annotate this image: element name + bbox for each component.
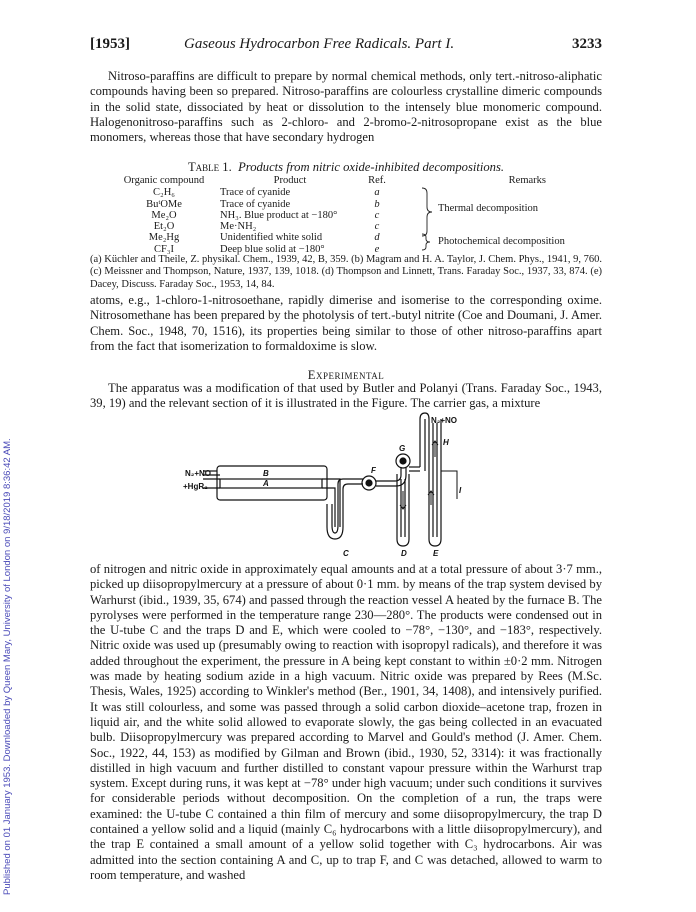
fig-label-inlet-left-2: +HgR₂ — [183, 482, 208, 491]
ref-cell: c — [374, 221, 380, 233]
header-year: [1953] — [90, 36, 130, 52]
column-header: Organic compound — [123, 175, 205, 186]
remark-photochemical: Photochemical decomposition — [438, 236, 565, 247]
fig-label-inlet-left-1: N₂+NO — [185, 469, 212, 478]
trap-e — [429, 419, 441, 546]
fig-label-d: D — [401, 549, 407, 558]
continuation-paragraph: atoms, e.g., 1-chloro-1-nitrosoethane, rapidly dimerise and isomerise to the corresponding oxime. Nitrosomethane has been prepared by the photolysis of tert.-butyl nitrite (Coe and Doumani, J. Amer. Chem. Soc., 1948, 70, 1516), its properties being similar to those of other nitroso-paraffins apart from the fact that isomerization to formaldoxime is slow. — [90, 293, 602, 353]
table-label: Table 1. — [187, 160, 232, 174]
ref-cell: b — [374, 198, 380, 210]
fig-label-inlet-top: N₂+NO — [431, 416, 458, 425]
fig-label-f: F — [371, 466, 376, 475]
apparatus-figure — [175, 409, 520, 559]
fig-label-e: E — [433, 549, 439, 558]
reaction-vessel-a — [220, 479, 322, 488]
table-title: Products from nitric oxide-inhibited decompositions. — [238, 160, 505, 174]
header-title: Gaseous Hydrocarbon Free Radicals. Part I. — [184, 36, 455, 52]
product-cell: Trace of cyanide — [220, 187, 291, 199]
furnace-b — [217, 466, 327, 500]
body-paragraph: of nitrogen and nitric oxide in approximately equal amounts and at a total pressure of about 3·7 mm., picked up diisopropylmercury at a pressure of about 0·1 mm. by means of the trap system devised by Warhurst (ibid., 1939, 35, 674) and passed through the reaction vessel A heated by the furnace B. The pyrolyses were performed in the temperature range 230—280°. The products were condensed out in the U-tube C and the traps D and E, which were cooled to −78°, −130°, and −183°, respectively. Nitric oxide was used up (presumably owing to reaction with isopropyl radicals), and therefore it was added throughout the experiment, the pressure in A being kept constant to within ±0·2 mm. Nitrogen was made by heating sodium azide in a high vacuum. Nitric oxide was prepared by Rees (M.Sc. Thesis, Wales, 1925) according to Winkler's method (Ber., 1901, 34, 1408), and intensively purified. It was still colourless, and some was passed through a solid carbon dioxide–acetone trap, frozen in liquid air, and the white solid allowed to evaporate slowly, the gas being collected in an evacuated bulb. Diisopropylmercury was prepared according to Marvel and Gould's method (J. Amer. Chem. Soc., 1922, 44, 153) as modified by Gilman and Brown (ibid., 1930, 52, 3314): it was fractionally distilled in high vacuum and further distilled to constant vapour pressure within the Warhurst trap system. Except during runs, it was kept at −78° under high vacuum; under such conditions it survives for considerable periods without decomposition. On the completion of a run, the traps were examined: the U-tube C contained a thin film of mercury and some diisopropylmercury, the trap D contained a yellow solid and a liquid (mainly C₆ hydrocarbons with a little diisopropylmercury), and the trap E contained a small amount of a yellow solid together with C₃ hydrocarbons. Air was admitted into the section containing A and C, up to trap F, and C was detached, allowed to warm to room temperature, and washed — [90, 562, 602, 882]
column-header: Ref. — [368, 175, 386, 186]
compound-cell: Me₂Hg — [148, 232, 180, 244]
section-heading: Experimental — [307, 368, 385, 382]
ref-cell: d — [374, 232, 380, 244]
product-cell: Deep blue solid at −180° — [220, 243, 325, 255]
product-cell: Me·NH₂ — [220, 221, 257, 233]
ref-cell: a — [374, 187, 380, 199]
download-watermark: Published on 01 January 1953. Downloaded by Queen Mary, University of London on 9/18/2019 8:36:42 AM. — [2, 438, 13, 895]
fig-label-b: B — [263, 469, 269, 478]
remark-thermal: Thermal decomposition — [438, 203, 539, 214]
compound-cell: Et₂O — [153, 221, 175, 233]
ref-cell: e — [374, 243, 380, 255]
product-cell: Unidentified white solid — [220, 232, 323, 244]
compound-cell: C₂H₆ — [153, 187, 175, 199]
fig-label-i: I — [459, 486, 462, 495]
fig-label-g: G — [399, 444, 406, 453]
ref-cell: c — [374, 209, 380, 221]
table-footnotes: (a) Küchler and Theile, Z. physikal. Chem., 1939, 42, B, 359. (b) Magram and H. A. Taylor, J. Chem. Phys., 1941, 9, 760. (c) Meissner and Thompson, Nature, 1937, 139, 1018. (d) Thompson and Linnett, Trans. Faraday Soc., 1937, 33, 874. (e) Dacey, Discuss. Faraday Soc., 1953, 14, 84. — [90, 254, 603, 290]
compound-cell: BuᵗOMe — [146, 198, 182, 210]
column-header: Product — [273, 175, 307, 186]
experimental-intro: The apparatus was a modification of that used by Butler and Polanyi (Trans. Faraday Soc., 1943, 39, 19) and the relevant section of it is illustrated in the Figure. The carrier gas, a mixture — [90, 381, 602, 411]
fig-label-c: C — [343, 549, 349, 558]
trap-d — [397, 474, 409, 546]
column-header: Remarks — [508, 175, 546, 186]
product-cell: NH₃. Blue product at −180° — [220, 209, 338, 221]
compound-cell: CF₃I — [153, 243, 174, 255]
fig-label-a: A — [263, 479, 269, 488]
compound-cell: Me₂O — [151, 209, 177, 221]
product-cell: Trace of cyanide — [220, 198, 291, 210]
fig-label-h: H — [443, 438, 449, 447]
page-number: 3233 — [572, 36, 602, 52]
intro-paragraph: Nitroso-paraffins are difficult to prepare by normal chemical methods, only tert.-nitroso-aliphatic compounds having been so prepared. Nitroso-paraffins are colourless crystalline dimeric compounds in the solid state, dissociated by heat or dissolution to the intensely blue monomeric compound. Halogenonitroso-paraffins such as 2-chloro- and 2-bromo-2-nitrosopropane exist as the blue monomers, whereas those that have secondary hydrogen — [90, 69, 602, 145]
